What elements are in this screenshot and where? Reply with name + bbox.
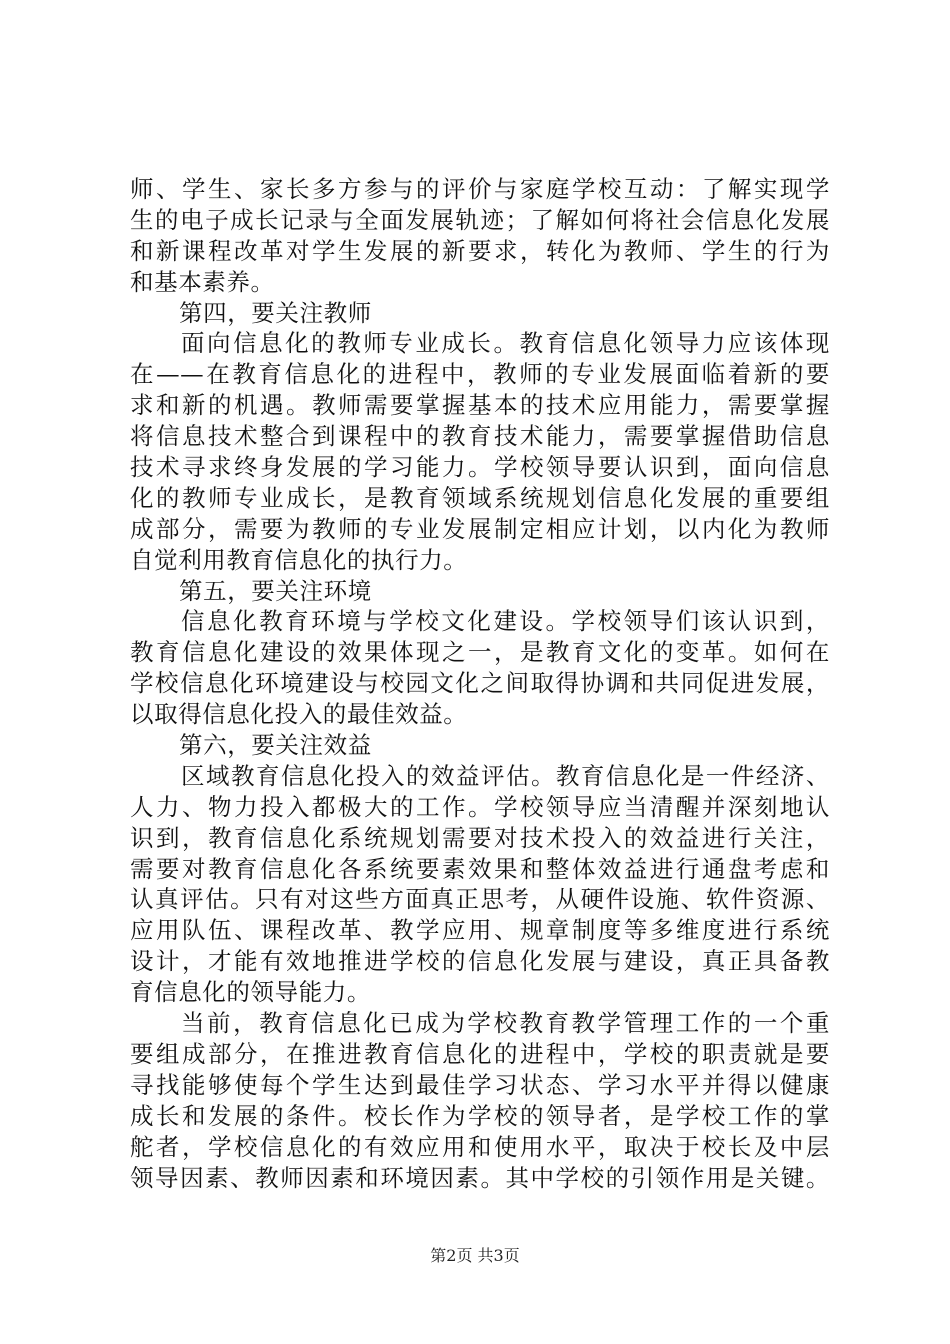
paragraph-line: 和基本素养。 xyxy=(130,267,275,296)
paragraph-line: 认真评估。只有对这些方面真正思考，从硬件设施、软件资源、 xyxy=(130,885,830,914)
paragraph-line: 要组成部分，在推进教育信息化的进程中，学校的职责就是要 xyxy=(130,1039,830,1068)
paragraph-line: 教育信息化建设的效果体现之一，是教育文化的变革。如何在 xyxy=(130,638,830,667)
paragraph-line: 化的教师专业成长，是教育领域系统规划信息化发展的重要组 xyxy=(130,483,830,512)
paragraph-line: 在——在教育信息化的进程中，教师的专业发展面临着新的要 xyxy=(130,360,830,389)
paragraph-line: 识到，教育信息化系统规划需要对技术投入的效益进行关注， xyxy=(130,823,830,852)
paragraph-line: 和新课程改革对学生发展的新要求，转化为教师、学生的行为 xyxy=(130,236,830,265)
section-heading: 第五，要关注环境 xyxy=(179,576,372,605)
section-heading: 第六，要关注效益 xyxy=(179,731,372,760)
paragraph-line: 领导因素、教师因素和环境因素。其中学校的引领作用是关键。 xyxy=(130,1163,830,1192)
paragraph-line: 将信息技术整合到课程中的教育技术能力，需要掌握借助信息 xyxy=(130,422,830,451)
paragraph-line: 成部分，需要为教师的专业发展制定相应计划，以内化为教师 xyxy=(130,514,830,543)
paragraph-line: 寻找能够使每个学生达到最佳学习状态、学习水平并得以健康 xyxy=(130,1070,830,1099)
document-body xyxy=(130,174,830,1193)
paragraph-line: 信息化教育环境与学校文化建设。学校领导们该认识到， xyxy=(181,607,830,636)
paragraph-line: 以取得信息化投入的最佳效益。 xyxy=(130,700,468,729)
paragraph-line: 师、学生、家长多方参与的评价与家庭学校互动：了解实现学 xyxy=(130,175,830,203)
paragraph-line: 人力、物力投入都极大的工作。学校领导应当清醒并深刻地认 xyxy=(130,792,830,821)
paragraph-line: 当前，教育信息化已成为学校教育教学管理工作的一个重 xyxy=(181,1009,830,1038)
paragraph-line: 自觉利用教育信息化的执行力。 xyxy=(130,545,468,574)
section-heading: 第四，要关注教师 xyxy=(179,298,372,327)
paragraph-line: 技术寻求终身发展的学习能力。学校领导要认识到，面向信息 xyxy=(130,453,830,482)
paragraph-line: 应用队伍、课程改革、教学应用、规章制度等多维度进行系统 xyxy=(130,916,830,945)
paragraph-line: 生的电子成长记录与全面发展轨迹；了解如何将社会信息化发展 xyxy=(130,205,830,234)
paragraph-line: 设计，才能有效地推进学校的信息化发展与建设，真正具备教 xyxy=(130,947,830,976)
page-footer: 第2页 共3页 xyxy=(430,1246,520,1265)
paragraph-line: 求和新的机遇。教师需要掌握基本的技术应用能力，需要掌握 xyxy=(130,391,830,420)
paragraph-line: 面向信息化的教师专业成长。教育信息化领导力应该体现 xyxy=(181,329,830,358)
paragraph-line: 成长和发展的条件。校长作为学校的领导者，是学校工作的掌 xyxy=(130,1101,830,1130)
paragraph-line: 区域教育信息化投入的效益评估。教育信息化是一件经济、 xyxy=(181,761,830,790)
paragraph-line: 舵者，学校信息化的有效应用和使用水平，取决于校长及中层 xyxy=(130,1132,830,1161)
paragraph-line: 学校信息化环境建设与校园文化之间取得协调和共同促进发展， xyxy=(130,669,830,698)
paragraph-line: 育信息化的领导能力。 xyxy=(130,978,371,1007)
paragraph-line: 需要对教育信息化各系统要素效果和整体效益进行通盘考虑和 xyxy=(130,854,830,883)
